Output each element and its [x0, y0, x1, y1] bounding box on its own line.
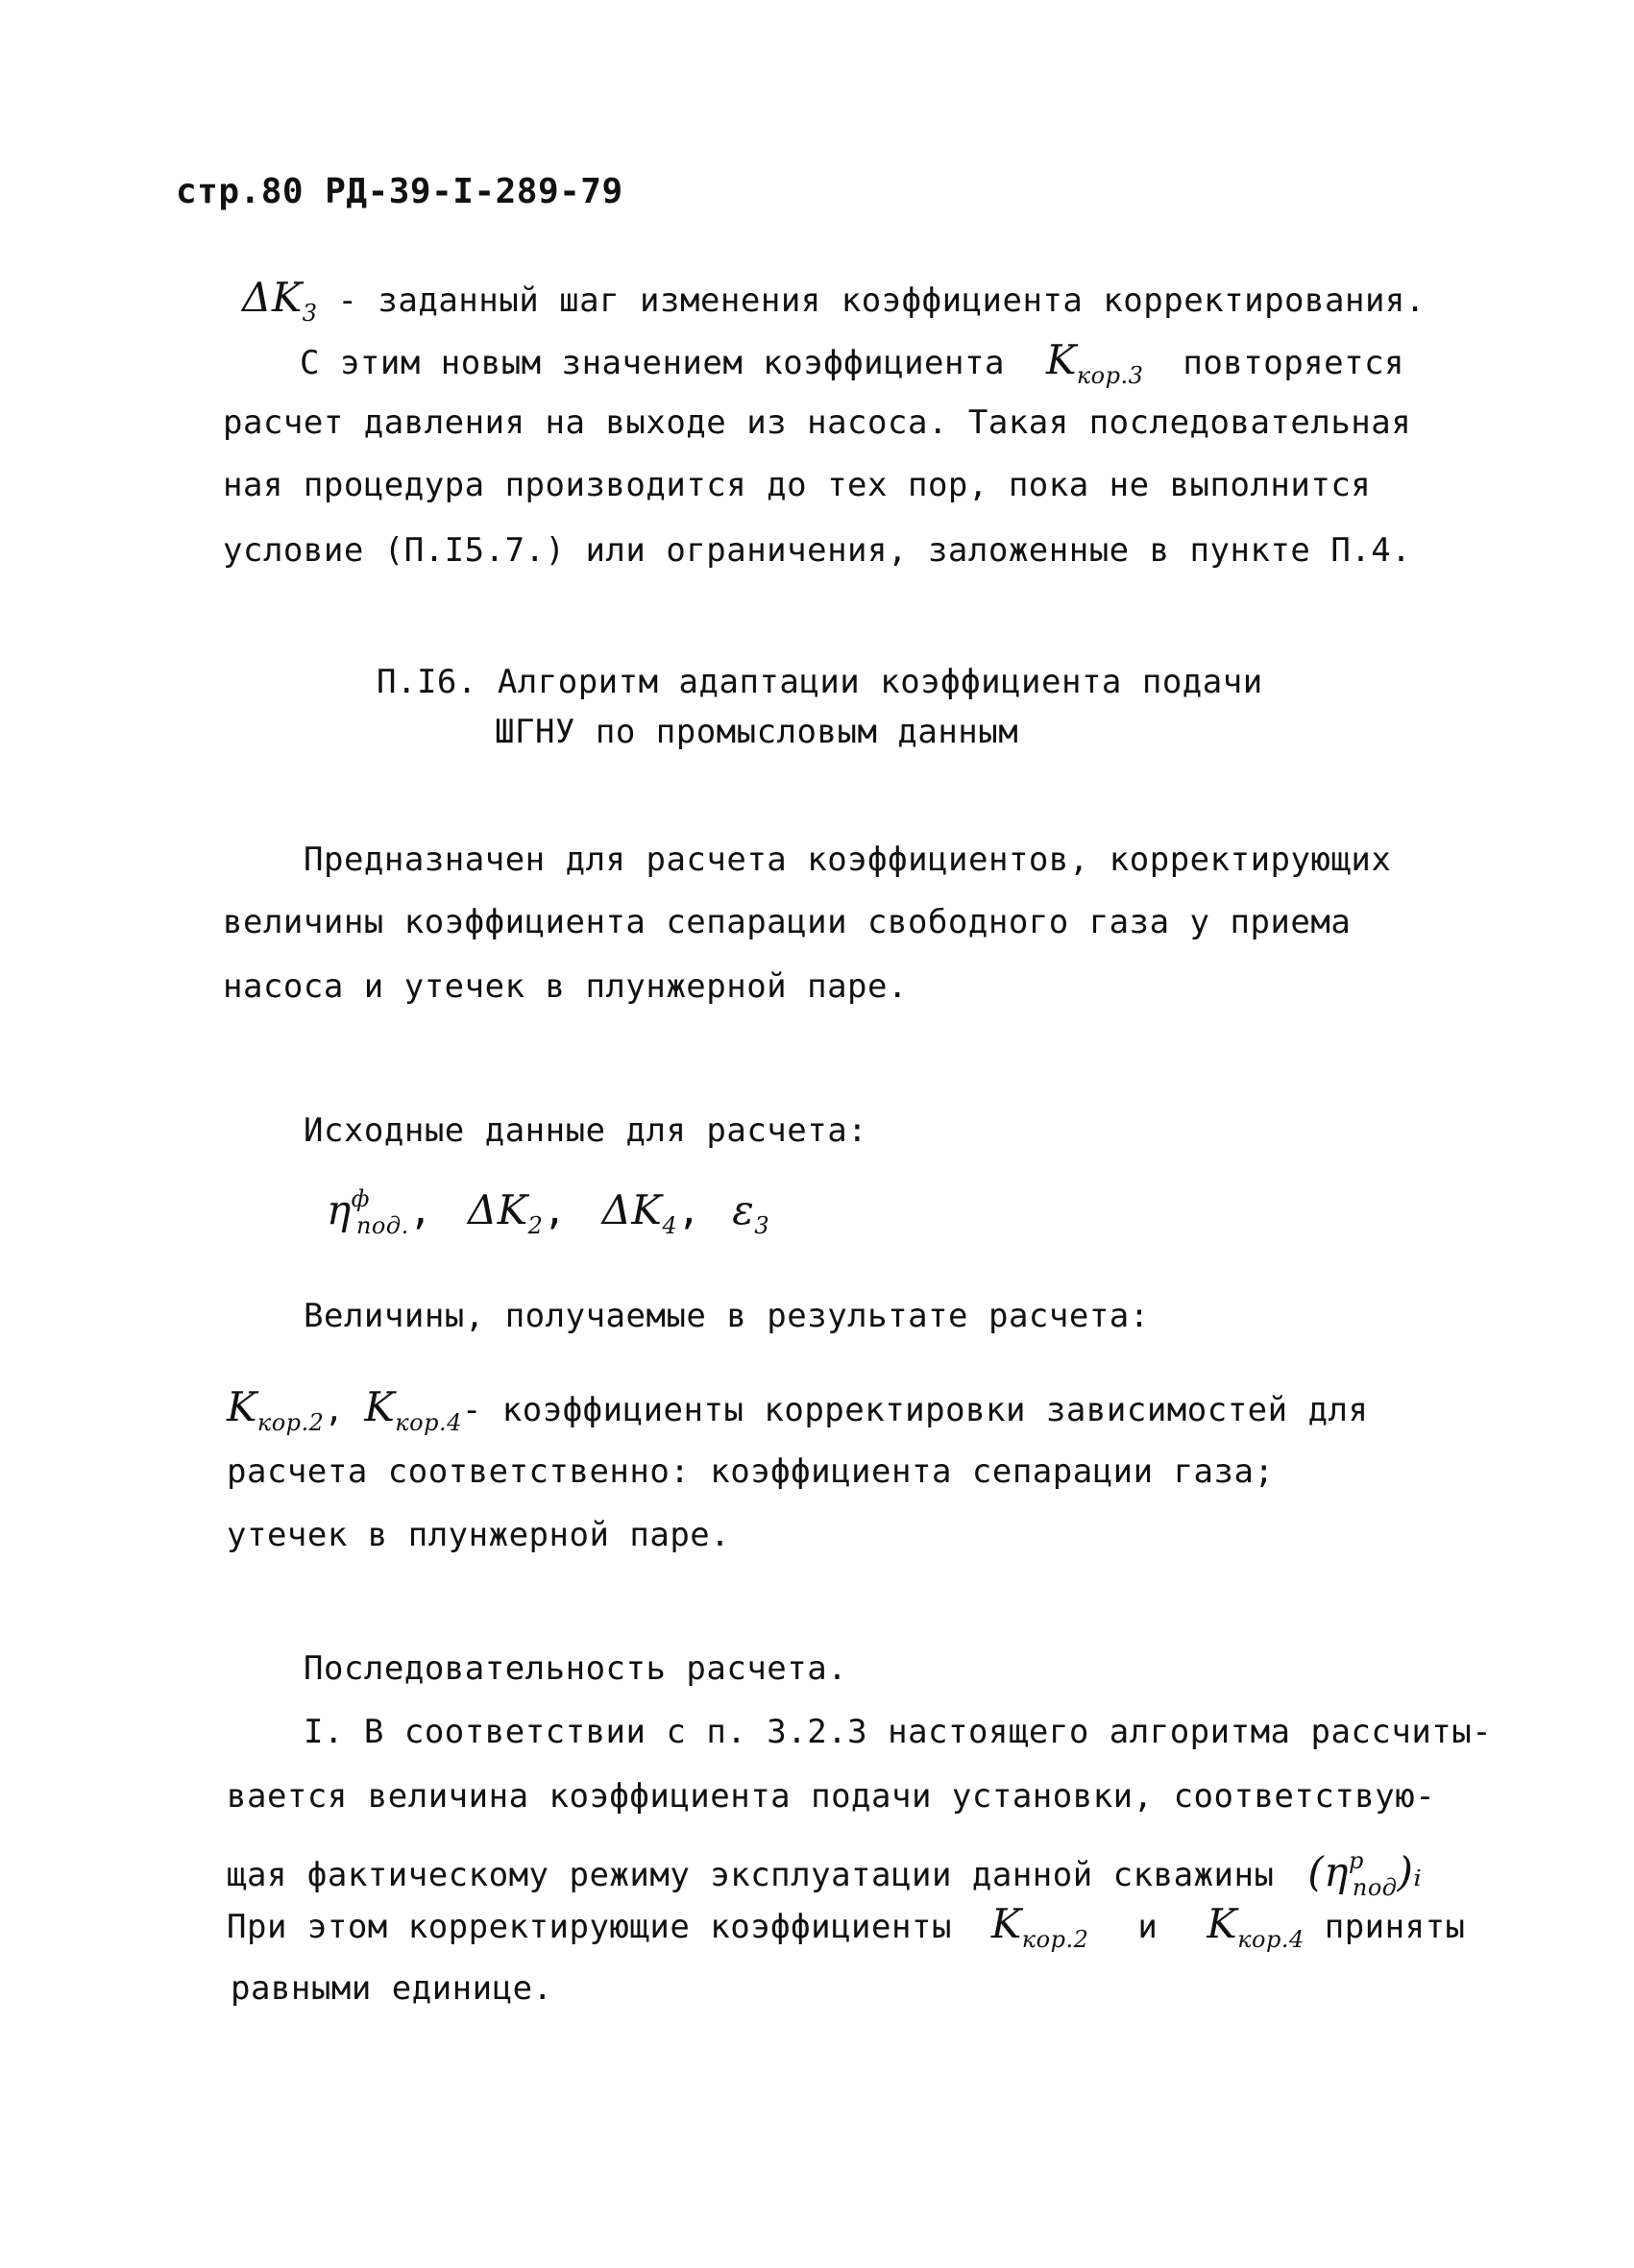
step1-line-4	[227, 1900, 1466, 1959]
delta-k2-symbol: ΔK	[467, 1186, 528, 1233]
purpose-line-2: величины коэффициента сепарации свободного газа у приема	[223, 903, 1352, 941]
step1-and: и	[1137, 1908, 1158, 1946]
step1-line-4-text-b: приняты	[1324, 1908, 1466, 1946]
eta-actual-superscript: р	[1348, 1847, 1364, 1874]
inputs-heading: Исходные данные для расчета:	[304, 1111, 868, 1150]
section-title-line-1: П.I6. Алгоритм адаптации коэффициента подачи	[377, 663, 1263, 701]
intro-line-2: расчет давления на выходе из насоса. Такая последовательная	[223, 403, 1412, 442]
section-title-line-2: ШГНУ по промысловым данным	[495, 713, 1019, 751]
separator-1: ,	[408, 1189, 433, 1233]
step1-line-2: вается величина коэффициента подачи установки, соответствую-	[227, 1777, 1436, 1816]
k-kor3-symbol: K	[1045, 336, 1077, 383]
epsilon-subscript: 3	[754, 1212, 770, 1239]
step1-line-5: равными единице.	[231, 1969, 553, 2008]
intro-line-1	[300, 336, 1405, 395]
delta-k2-subscript: 2	[527, 1212, 544, 1239]
outputs-line-3: утечек в плунжерной паре.	[227, 1516, 731, 1554]
purpose-line-3: насоса и утечек в плунжерной паре.	[223, 967, 908, 1006]
k-kor2-subscript: кор.2	[256, 1409, 325, 1436]
delta-k-symbol: ΔK	[242, 274, 303, 321]
outputs-heading: Величины, получаемые в результате расчета:	[304, 1297, 1150, 1335]
intro-line-3: ная процедура производится до тех пор, пока не выполнится	[223, 466, 1372, 504]
k-kor4-subscript: кор.4	[395, 1409, 462, 1436]
step1-k-kor4-subscript: кор.4	[1237, 1926, 1305, 1953]
intro-line-1-text-a: С этим новым значением коэффициента	[300, 344, 1005, 382]
epsilon-symbol: ε	[732, 1186, 755, 1233]
separator-3: ,	[677, 1189, 701, 1233]
outputs-line-2: расчета соответственно: коэффициента сепарации газа;	[227, 1452, 1275, 1491]
step1-k-kor2-subscript: кор.2	[1021, 1926, 1089, 1953]
eta-actual-open: (η	[1307, 1848, 1349, 1895]
k-kor4-symbol: K	[364, 1383, 396, 1430]
k-kor3-subscript: кор.3	[1076, 362, 1144, 389]
outputs-line-1-text: - коэффициенты корректировки зависимостей для	[461, 1391, 1369, 1429]
eta-subscript: под.	[355, 1212, 409, 1239]
delta-definition-text: - заданный шаг изменения коэффициента корректирования.	[337, 281, 1426, 320]
separator-2: ,	[543, 1189, 567, 1233]
step1-k-kor4-symbol: K	[1207, 1900, 1238, 1947]
k-kor2-symbol: K	[227, 1383, 257, 1430]
inputs-formula	[327, 1180, 769, 1245]
intro-line-4: условие (П.I5.7.) или ограничения, заложенные в пункте П.4.	[223, 531, 1412, 570]
delta-k-subscript: 3	[302, 300, 318, 327]
outputs-line-1: $K_{кор.2}$, $K_{кор.4}-$ коэффициенты корректировки зависимостей для	[227, 1383, 1369, 1436]
delta-k4-symbol: ΔK	[601, 1186, 663, 1233]
delta-definition	[242, 274, 1426, 332]
step1-line-3-text: щая фактическому режиму эксплуатации данной скважины	[227, 1856, 1275, 1894]
eta-actual-subscript: под	[1352, 1874, 1398, 1901]
delta-k4-subscript: 4	[662, 1212, 678, 1239]
eta-symbol: η	[327, 1186, 352, 1233]
eta-superscript: ф	[351, 1185, 370, 1212]
step1-line-3	[227, 1841, 1422, 1907]
eta-actual-close: )ᵢ	[1397, 1848, 1423, 1895]
page-header: стр.80 РД-39-I-289-79	[176, 172, 623, 211]
step1-k-kor2-symbol: K	[990, 1900, 1022, 1947]
sequence-heading: Последовательность расчета.	[304, 1649, 848, 1688]
step1-line-1: I. В соответствии с п. 3.2.3 настоящего алгоритма рассчиты-	[304, 1713, 1493, 1751]
purpose-line-1: Предназначен для расчета коэффициентов, корректирующих	[304, 841, 1392, 879]
intro-line-1-text-b: повторяется	[1183, 344, 1405, 382]
step1-line-4-text-a: При этом корректирующие коэффициенты	[227, 1908, 952, 1946]
